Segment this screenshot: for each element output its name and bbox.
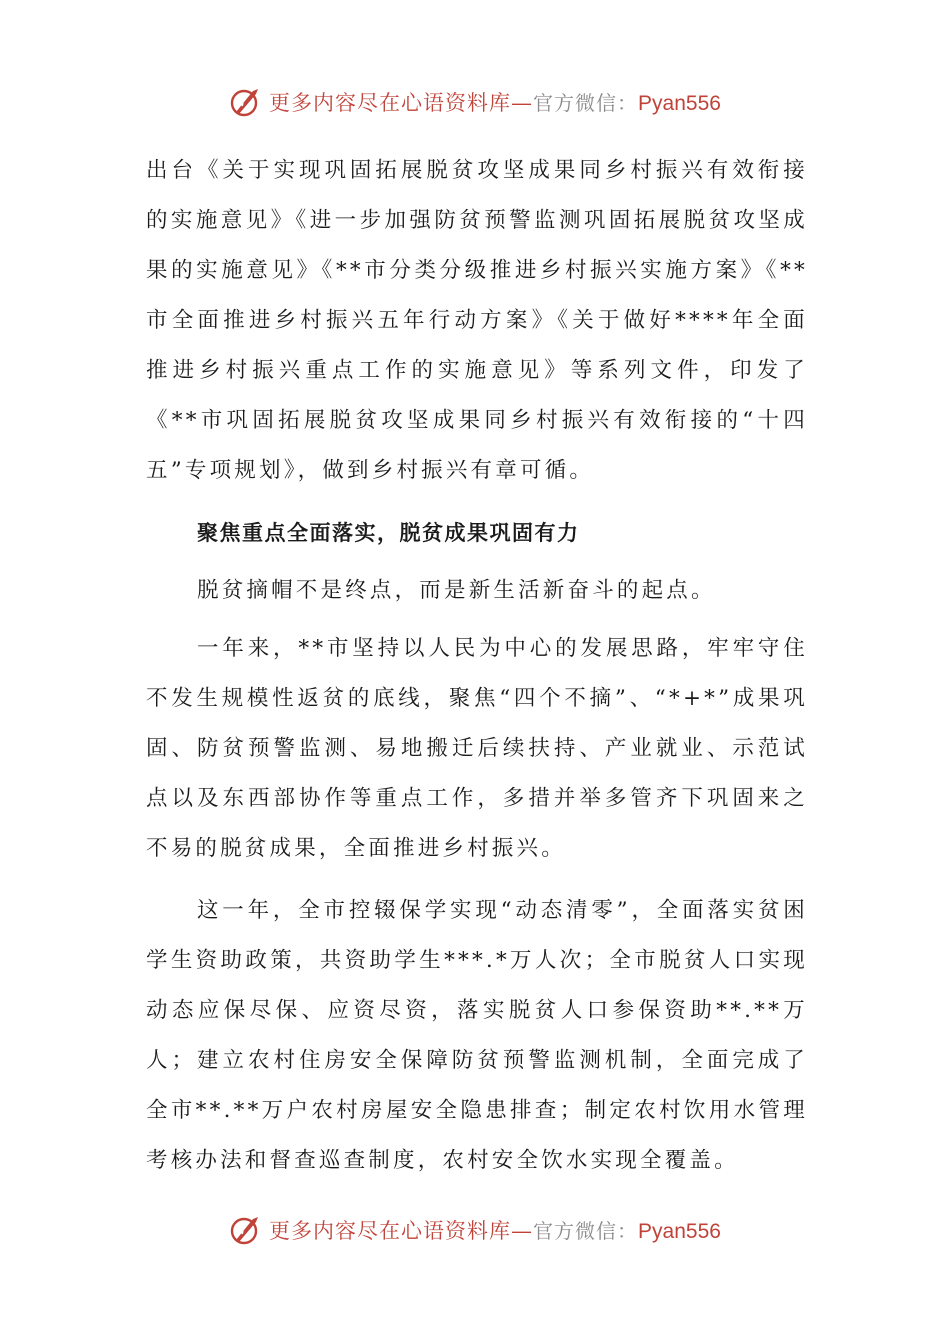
pen-circle-logo-icon xyxy=(229,85,263,119)
banner-text: 更多内容尽在心语资料库—官方微信：Pyan556 xyxy=(269,1219,721,1243)
paragraph-policy-documents: 出台《关于实现巩固拓展脱贫攻坚成果同乡村振兴有效衔接的实施意见》《进一步加强防贫预警监测巩固拓展脱贫攻坚成果的实施意见》《**市分类分级推进乡村振兴实施方案》《**市全面推进乡村振兴五年行动方案》《关于做好****年全面推进乡村振兴重点工作的实施意见》等系列文件，印发了《**市巩固拓展脱贫攻坚成果同乡村振兴有效衔接的“十四五”专项规划》，做到乡村振兴有章可循。 xyxy=(146,158,808,483)
paragraph-starting-point: 脱贫摘帽不是终点，而是新生活新奋斗的起点。 xyxy=(197,578,716,603)
footer-banner xyxy=(0,1210,950,1250)
paragraph-this-year: 这一年，全市控辍保学实现“动态清零”，全面落实贫困学生资助政策，共资助学生***.*万人次；全市脱贫人口实现动态应保尽保、应资尽资，落实脱贫人口参保资助**.**万人；建立农村住房安全保障防贫预警监测机制，全面完成了全市**.**万户农村房屋安全隐患排查；制定农村饮用水管理考核办法和督查巡查制度，农村安全饮水实现全覆盖。 xyxy=(146,898,808,1173)
header-banner xyxy=(0,82,950,122)
paragraph-one-year: 一年来，**市坚持以人民为中心的发展思路，牢牢守住不发生规模性返贫的底线，聚焦“四个不摘”、“*+*”成果巩固、防贫预警监测、易地搬迁后续扶持、产业就业、示范试点以及东西部协作等重点工作，多措并举多管齐下巩固来之不易的脱贫成果，全面推进乡村振兴。 xyxy=(146,636,808,861)
document-body xyxy=(146,146,808,1186)
pen-circle-logo-icon xyxy=(229,1213,263,1247)
section-heading: 聚焦重点全面落实，脱贫成果巩固有力 xyxy=(197,521,580,545)
banner-text: 更多内容尽在心语资料库—官方微信：Pyan556 xyxy=(269,91,721,115)
